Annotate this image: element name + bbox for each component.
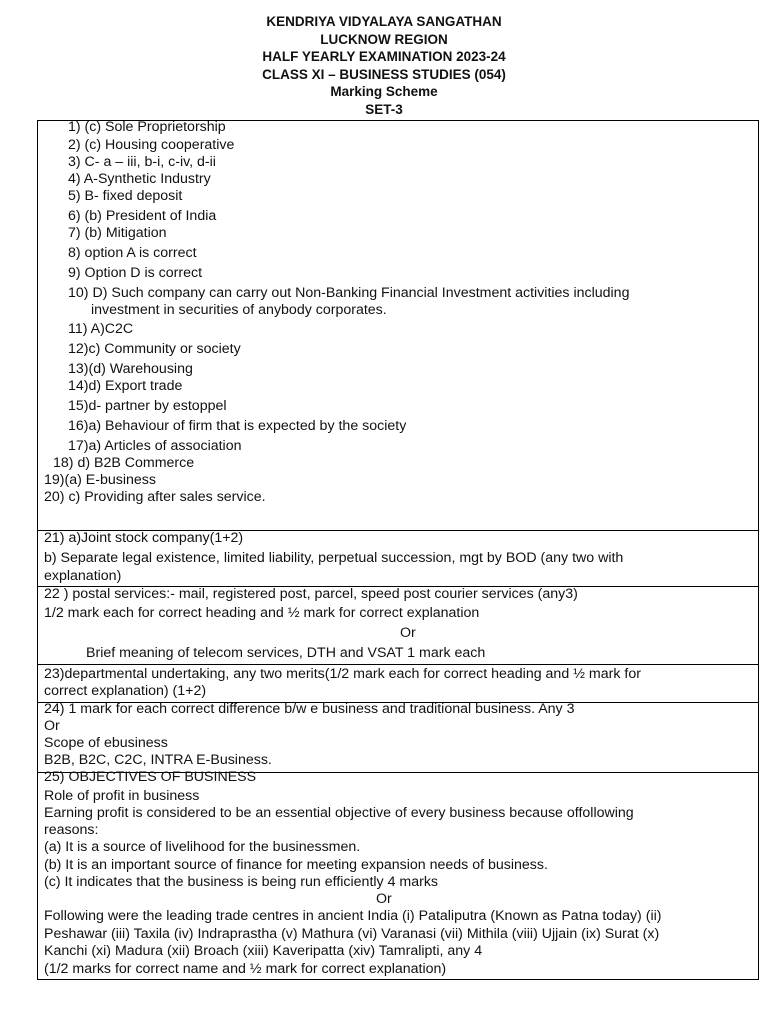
- answer-20: 20) c) Providing after sales service.: [44, 489, 266, 505]
- answer-23-line-1: 23)departmental undertaking, any two merits(1/2 mark each for correct heading and ½ mark for: [44, 666, 641, 682]
- answer-22-line-2: 1/2 mark each for correct heading and ½ mark for correct explanation: [44, 605, 480, 621]
- answer-14: 14)d) Export trade: [68, 378, 183, 394]
- answer-5: 5) B- fixed deposit: [68, 188, 183, 204]
- row-divider: [38, 664, 758, 665]
- answer-25-line-4: reasons:: [44, 822, 99, 838]
- answer-22-or: Or: [400, 625, 416, 641]
- answer-21-line-3: explanation): [44, 568, 122, 584]
- answer-25-line-5: (a) It is a source of livelihood for the businessmen.: [44, 839, 361, 855]
- answer-9: 9) Option D is correct: [68, 265, 203, 281]
- answer-24-line-1: 24) 1 mark for each correct difference b/w e business and traditional business. Any 3: [44, 701, 575, 717]
- region-name: LUCKNOW REGION: [320, 31, 448, 47]
- answer-25-line-8: Following were the leading trade centres in ancient India (i) Pataliputra (Known as Patna today) (ii): [44, 908, 662, 924]
- answer-15: 15)d- partner by estoppel: [68, 398, 227, 414]
- answer-16: 16)a) Behaviour of firm that is expected by the society: [68, 418, 407, 434]
- class-subject: CLASS XI – BUSINESS STUDIES (054): [262, 66, 506, 82]
- answer-21-line-1: 21) a)Joint stock company(1+2): [44, 530, 244, 546]
- doc-type: Marking Scheme: [330, 84, 438, 99]
- answer-8: 8) option A is correct: [68, 245, 197, 261]
- answer-25-heading: 25) OBJECTIVES OF BUSINESS: [44, 769, 257, 785]
- marking-scheme-table: [37, 120, 759, 980]
- answer-24-line-3: B2B, B2C, C2C, INTRA E-Business.: [44, 752, 272, 768]
- answer-10-continued: investment in securities of anybody corporates.: [91, 302, 387, 318]
- answer-24-line-2: Scope of ebusiness: [44, 735, 168, 751]
- answer-21-line-2: b) Separate legal existence, limited liability, perpetual succession, mgt by BOD (any two with: [44, 550, 624, 566]
- answer-17: 17)a) Articles of association: [68, 438, 242, 454]
- answer-19: 19)(a) E-business: [44, 472, 156, 488]
- answer-25-line-9: Peshawar (iii) Taxila (iv) Indraprastha (v) Mathura (vi) Varanasi (vii) Mithila (viii) Ujjain (ix) Surat (x): [44, 926, 660, 942]
- answer-25-line-11: (1/2 marks for correct name and ½ mark for correct explanation): [44, 961, 447, 977]
- answer-12: 12)c) Community or society: [68, 341, 241, 357]
- document-header: [0, 13, 768, 118]
- set-number: SET-3: [365, 101, 403, 117]
- answer-22-line-3: Brief meaning of telecom services, DTH and VSAT 1 mark each: [86, 645, 486, 661]
- answer-18: 18) d) B2B Commerce: [53, 455, 195, 471]
- answer-25-line-10: Kanchi (xi) Madura (xii) Broach (xiii) Kaveripatta (xiv) Tamralipti, any 4: [44, 943, 483, 959]
- answer-10: 10) D) Such company can carry out Non-Banking Financial Investment activities including: [68, 285, 630, 301]
- answer-22-line-1: 22 ) postal services:- mail, registered post, parcel, speed post courier services (any3): [44, 586, 578, 602]
- answer-3: 3) C- a – iii, b-i, c-iv, d-ii: [68, 154, 216, 170]
- answer-25-or: Or: [376, 891, 392, 907]
- answer-2: 2) (c) Housing cooperative: [68, 137, 235, 153]
- answer-4: 4) A-Synthetic Industry: [68, 171, 211, 187]
- answer-13: 13)(d) Warehousing: [68, 361, 193, 377]
- answer-1: 1) (c) Sole Proprietorship: [68, 119, 226, 135]
- answer-25-line-7: (c) It indicates that the business is being run efficiently 4 marks: [44, 874, 439, 890]
- answer-23-line-2: correct explanation) (1+2): [44, 683, 207, 699]
- answer-25-subheading: Role of profit in business: [44, 788, 200, 804]
- answer-11: 11) A)C2C: [68, 321, 134, 337]
- answer-25-line-6: (b) It is an important source of finance for meeting expansion needs of business.: [44, 857, 548, 873]
- exam-title: HALF YEARLY EXAMINATION 2023-24: [262, 49, 506, 64]
- answer-7: 7) (b) Mitigation: [68, 225, 167, 241]
- answer-6: 6) (b) President of India: [68, 208, 217, 224]
- answer-25-line-3: Earning profit is considered to be an essential objective of every business because offollowing: [44, 805, 634, 821]
- answer-24-or: Or: [44, 718, 60, 734]
- org-name: KENDRIYA VIDYALAYA SANGATHAN: [266, 14, 502, 29]
